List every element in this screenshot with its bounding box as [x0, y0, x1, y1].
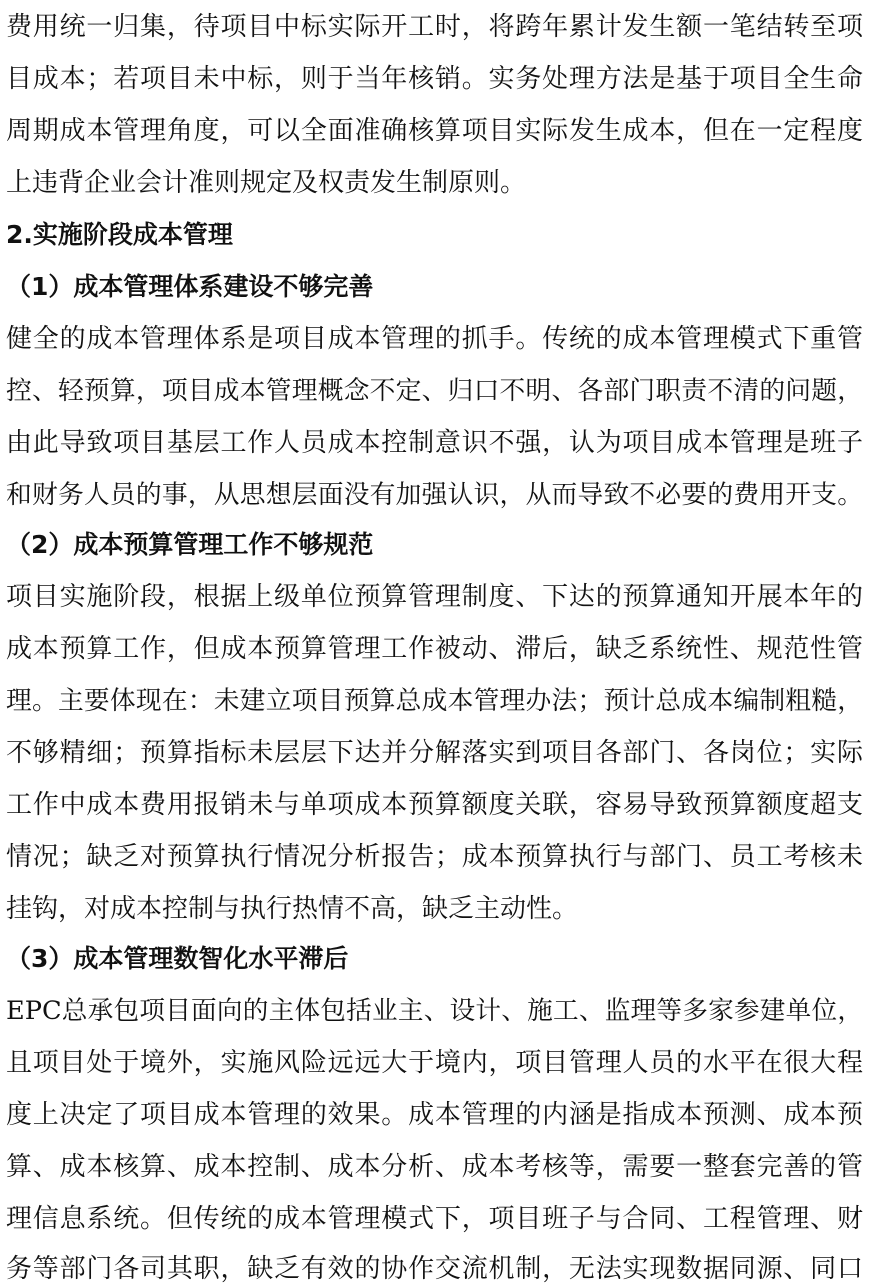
subsection-heading: （2）成本预算管理工作不够规范 [6, 530, 374, 559]
subsection-heading: （3）成本管理数智化水平滞后 [6, 944, 349, 973]
paragraph-line: 目成本；若项目未中标，则于当年核销。实务处理方法是基于项目全生命 [6, 64, 863, 94]
paragraph-line: 项目实施阶段，根据上级单位预算管理制度、下达的预算通知开展本年的 [6, 582, 863, 612]
paragraph-line: 健全的成本管理体系是项目成本管理的抓手。传统的成本管理模式下重管 [6, 324, 863, 354]
paragraph-line: 理。主要体现在：未建立项目预算总成本管理办法；预计总成本编制粗糙， [6, 686, 863, 716]
paragraph-line: 费用统一归集，待项目中标实际开工时，将跨年累计发生额一笔结转至项 [6, 12, 863, 42]
paragraph-line: 算、成本核算、成本控制、成本分析、成本考核等，需要一整套完善的管 [6, 1152, 863, 1182]
paragraph-line: 和财务人员的事，从思想层面没有加强认识，从而导致不必要的费用开支。 [6, 480, 863, 510]
paragraph-line: 挂钩，对成本控制与执行热情不高，缺乏主动性。 [6, 894, 579, 924]
paragraph-line: 控、轻预算，项目成本管理概念不定、归口不明、各部门职责不清的问题， [6, 376, 863, 406]
section-heading: 2.实施阶段成本管理 [6, 220, 233, 249]
paragraph-line: 上违背企业会计准则规定及权责发生制原则。 [6, 168, 527, 198]
paragraph-line: 由此导致项目基层工作人员成本控制意识不强，认为项目成本管理是班子 [6, 428, 863, 458]
paragraph-line: 工作中成本费用报销未与单项成本预算额度关联，容易导致预算额度超支 [6, 790, 863, 820]
paragraph-line: 度上决定了项目成本管理的效果。成本管理的内涵是指成本预测、成本预 [6, 1100, 863, 1130]
paragraph-line: EPC总承包项目面向的主体包括业主、设计、施工、监理等多家参建单位， [6, 996, 863, 1026]
paragraph-line: 理信息系统。但传统的成本管理模式下，项目班子与合同、工程管理、财 [6, 1204, 863, 1234]
paragraph-line: 情况；缺乏对预算执行情况分析报告；成本预算执行与部门、员工考核未 [6, 842, 863, 872]
paragraph-line: 周期成本管理角度，可以全面准确核算项目实际发生成本，但在一定程度 [6, 116, 863, 146]
subsection-heading: （1）成本管理体系建设不够完善 [6, 272, 374, 301]
paragraph-line: 不够精细；预算指标未层层下达并分解落实到项目各部门、各岗位；实际 [6, 738, 863, 768]
paragraph-line: 务等部门各司其职，缺乏有效的协作交流机制，无法实现数据同源、同口 [6, 1254, 863, 1284]
paragraph-line: 成本预算工作，但成本预算管理工作被动、滞后，缺乏系统性、规范性管 [6, 634, 863, 664]
paragraph-line: 且项目处于境外，实施风险远远大于境内，项目管理人员的水平在很大程 [6, 1048, 863, 1078]
